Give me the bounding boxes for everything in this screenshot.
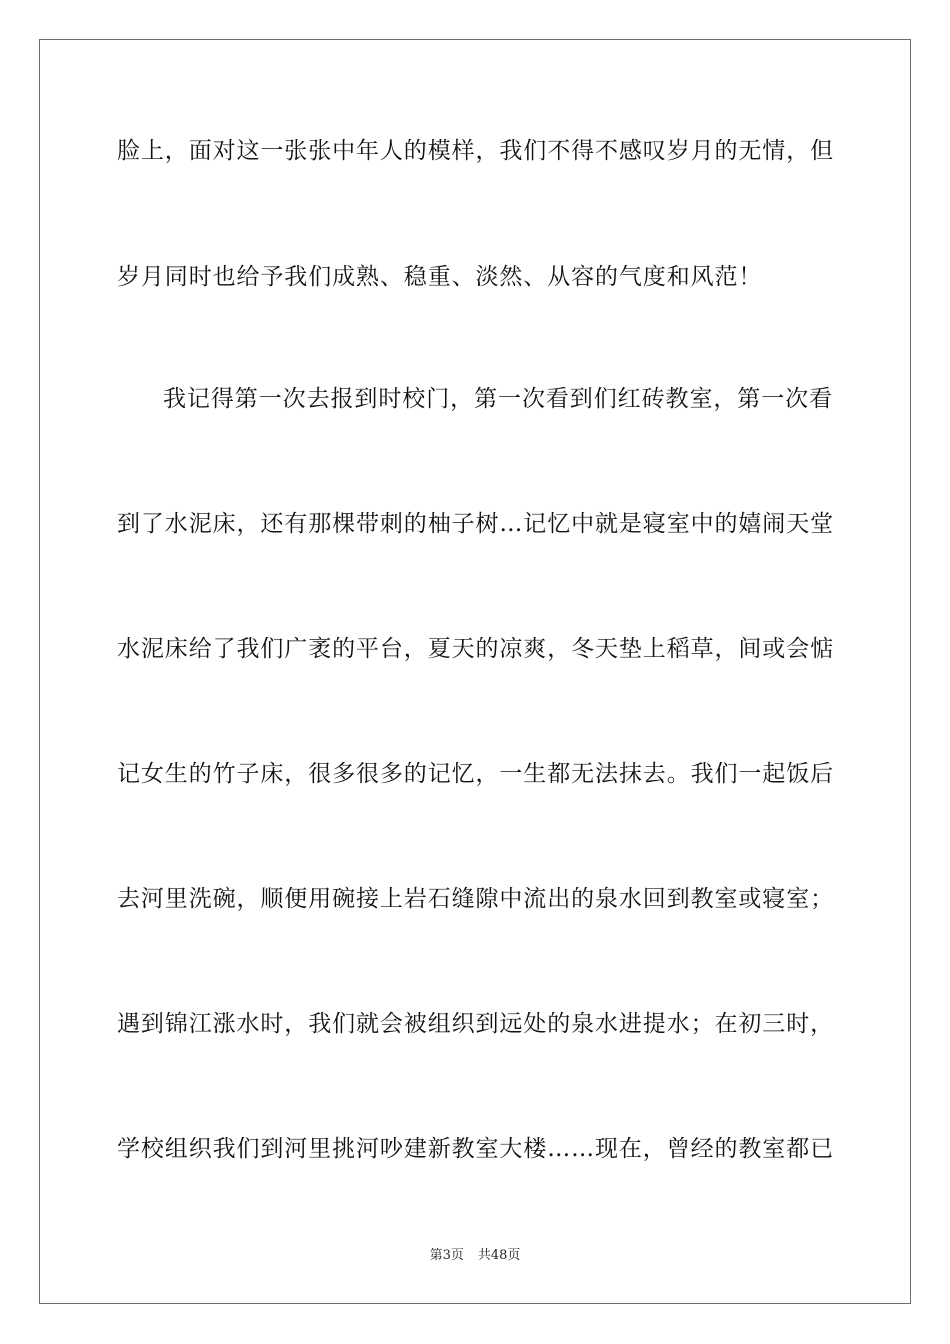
text-line: 到了水泥床，还有那棵带刺的柚子树…记忆中就是寝室中的嬉闹天堂 [117, 511, 834, 537]
text-line: 脸上，面对这一张张中年人的模样，我们不得不感叹岁月的无情，但 [117, 138, 834, 164]
paragraph-first-line: 我记得第一次去报到时校门，第一次看到们红砖教室，第一次看 [163, 386, 833, 412]
text-line: 记女生的竹子床，很多很多的记忆，一生都无法抹去。我们一起饭后 [117, 761, 834, 787]
page-number: 第3页 [429, 1248, 464, 1263]
page-footer [0, 1247, 950, 1265]
text-line: 遇到锦江涨水时，我们就会被组织到远处的泉水进提水；在初三时， [117, 1011, 834, 1037]
text-line: 水泥床给了我们广袤的平台，夏天的凉爽，冬天垫上稻草，间或会惦 [117, 636, 834, 662]
text-line: 岁月同时也给予我们成熟、稳重、淡然、从容的气度和风范！ [117, 264, 763, 290]
page-border [39, 39, 911, 1304]
text-line: 去河里洗碗，顺便用碗接上岩石缝隙中流出的泉水回到教室或寝室； [117, 886, 834, 912]
text-line: 学校组织我们到河里挑河吵建新教室大楼……现在，曾经的教室都已 [117, 1136, 834, 1162]
page-total: 共48页 [477, 1248, 521, 1263]
